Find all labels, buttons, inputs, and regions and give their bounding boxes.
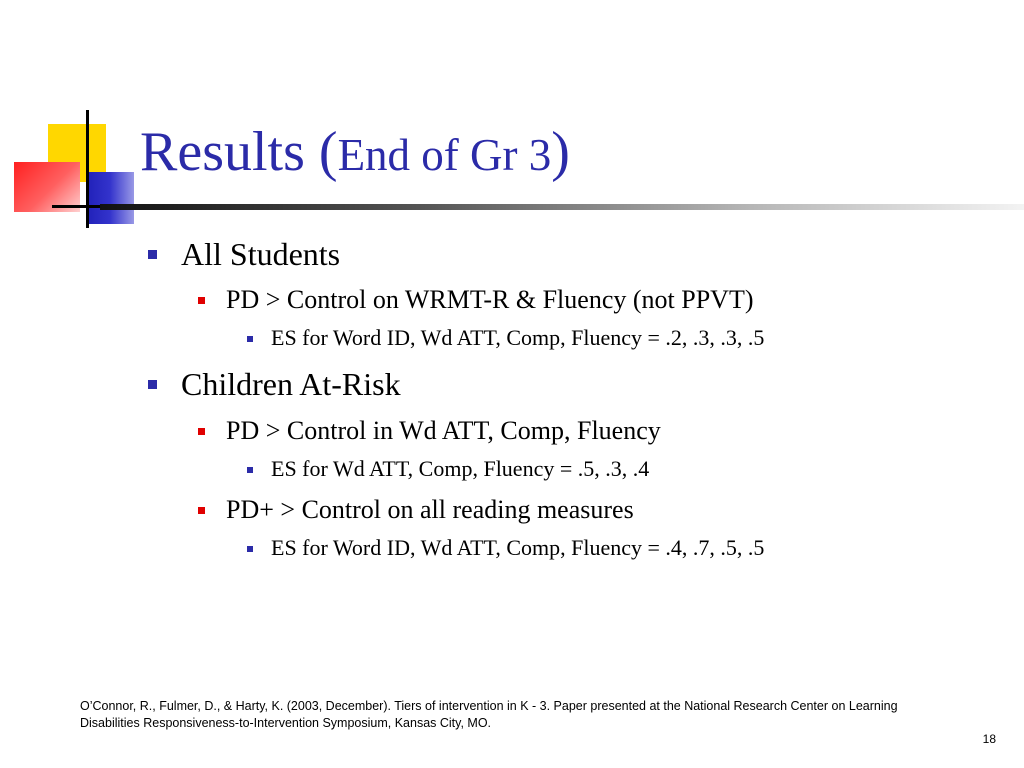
bullet-level2 [226, 287, 753, 313]
bullet-level3 [271, 327, 764, 349]
square-bullet-icon [148, 250, 157, 259]
logo-vertical-line [86, 110, 89, 228]
title-subtitle: End of Gr 3 [337, 130, 552, 180]
square-bullet-icon [247, 467, 253, 473]
square-bullet-icon [247, 336, 253, 342]
bullet-text: Children At-Risk [181, 366, 401, 402]
square-bullet-icon [247, 546, 253, 552]
title-main: Results ( [140, 121, 338, 183]
bullet-level3 [271, 458, 649, 480]
bullet-text: PD+ > Control on all reading measures [226, 495, 634, 524]
bullet-text: ES for Word ID, Wd ATT, Comp, Fluency = .4, .7, .5, .5 [271, 535, 765, 560]
title-close: ) [551, 121, 570, 183]
bullet-level2 [226, 497, 634, 523]
blue-square [86, 172, 134, 224]
page-number: 18 [982, 732, 996, 746]
bullet-level2 [226, 418, 661, 444]
title-divider [100, 204, 1024, 210]
bullet-text: ES for Word ID, Wd ATT, Comp, Fluency = .2, .3, .3, .5 [271, 325, 765, 350]
square-bullet-icon [148, 380, 157, 389]
bullet-level1 [181, 238, 340, 270]
bullet-text: All Students [181, 236, 341, 272]
bullet-text: PD > Control on WRMT-R & Fluency (not PPVT) [226, 285, 754, 314]
bullet-text: PD > Control in Wd ATT, Comp, Fluency [226, 416, 661, 445]
square-bullet-icon [198, 507, 205, 514]
bullet-text: ES for Wd ATT, Comp, Fluency = .5, .3, .4 [271, 456, 650, 481]
bullet-level1 [181, 368, 401, 400]
slide-title [140, 121, 570, 183]
square-bullet-icon [198, 297, 205, 304]
bullet-level3 [271, 537, 764, 559]
square-bullet-icon [198, 428, 205, 435]
reference-citation: O’Connor, R., Fulmer, D., & Harty, K. (2003, December). Tiers of intervention in K - 3. Paper presented at the National Research Center on Learning Disabilities Responsiveness-to-Intervention Symposium, Kansas City, MO. [80, 699, 898, 730]
